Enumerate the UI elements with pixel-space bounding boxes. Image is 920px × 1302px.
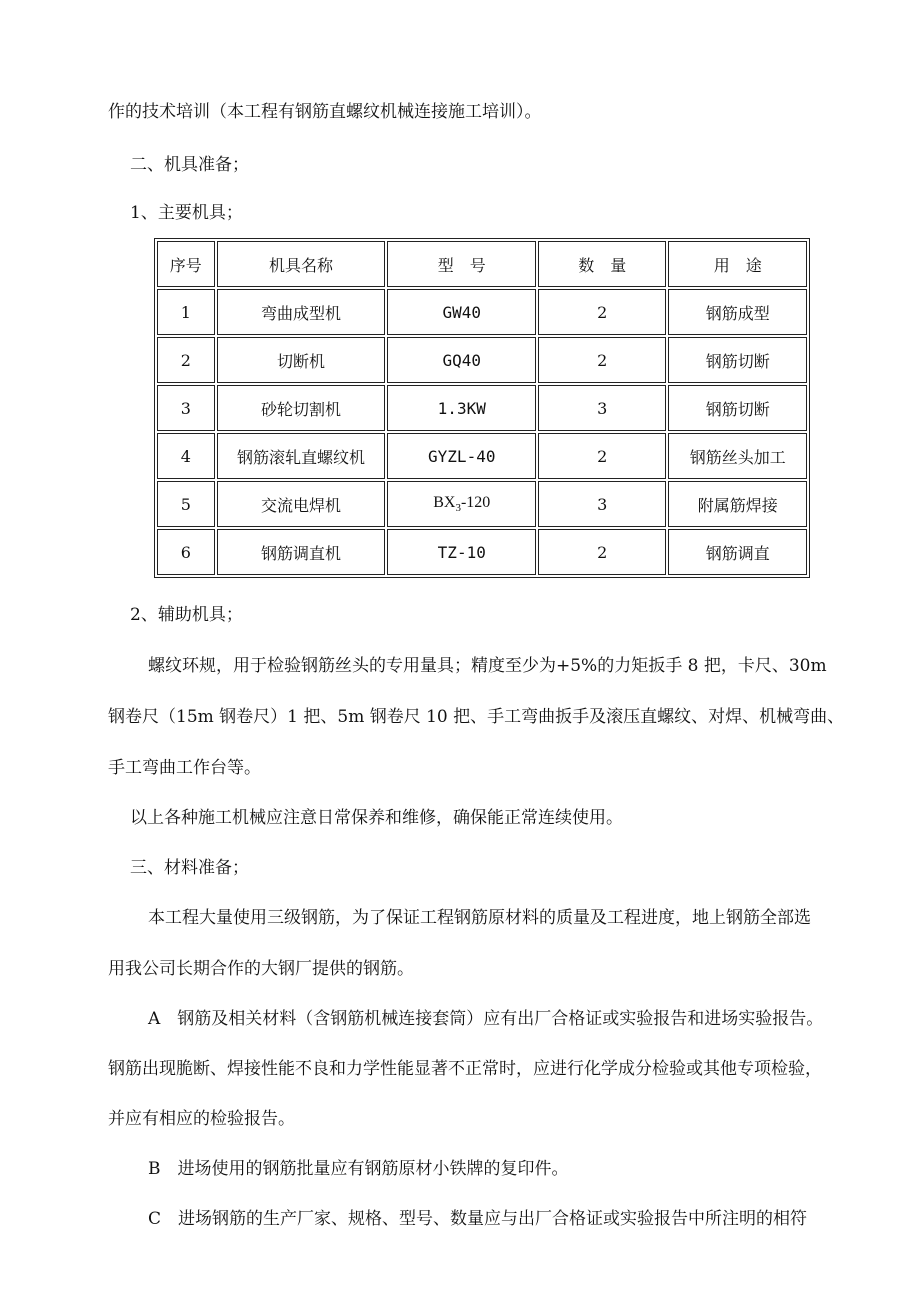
heading-material: 三、材料准备；: [130, 858, 249, 878]
table-cell: 2: [538, 433, 666, 479]
table-cell: 2: [157, 337, 215, 383]
table-cell: 附属筋焊接: [668, 481, 807, 527]
heading-tools: 二、机具准备；: [130, 155, 249, 175]
welder-model-prefix: BX: [433, 493, 456, 511]
header-cell: 序号: [157, 241, 215, 287]
table-cell: 2: [538, 289, 666, 335]
table-cell: GQ40: [387, 337, 536, 383]
paragraph-material-2: 用我公司长期合作的大钢厂提供的钢筋。: [108, 959, 414, 979]
table-cell: 交流电焊机: [217, 481, 386, 527]
table-cell: GYZL-40: [387, 433, 536, 479]
table-header-row: [157, 241, 807, 287]
paragraph-maintenance: 以上各种施工机械应注意日常保养和维修，确保能正常连续使用。: [130, 808, 623, 828]
table-cell: 5: [157, 481, 215, 527]
paragraph-item-a-2: 钢筋出现脆断、焊接性能不良和力学性能显著不正常时，应进行化学成分检验或其他专项检验，: [108, 1059, 822, 1079]
welder-model-suffix: -120: [460, 493, 491, 511]
table-row: [157, 385, 807, 431]
paragraph-aux-tools-3: 手工弯曲工作台等。: [108, 758, 261, 778]
table-row: [157, 433, 807, 479]
table-row: [157, 289, 807, 335]
table-cell: 钢筋成型: [668, 289, 807, 335]
paragraph-aux-tools-2: 钢卷尺（15m 钢卷尺）1 把、5m 钢卷尺 10 把、手工弯曲扳手及滚压直螺纹、对焊、机械弯曲、: [108, 707, 845, 727]
equipment-table: [154, 238, 810, 578]
table-row: [157, 481, 807, 527]
table-cell: 3: [538, 481, 666, 527]
header-cell: 数 量: [538, 241, 666, 287]
header-cell: 型 号: [387, 241, 536, 287]
paragraph-training: 作的技术培训（本工程有钢筋直螺纹机械连接施工培训）。: [108, 102, 542, 122]
table-cell: 钢筋滚轧直螺纹机: [217, 433, 386, 479]
paragraph-item-a-1: A 钢筋及相关材料（含钢筋机械连接套筒）应有出厂合格证或实验报告和进场实验报告。: [148, 1009, 824, 1029]
table-cell: 3: [157, 385, 215, 431]
table-cell: 砂轮切割机: [217, 385, 386, 431]
table-cell: 1.3KW: [387, 385, 536, 431]
table-cell: 切断机: [217, 337, 386, 383]
heading-main-tools: 1、主要机具；: [130, 203, 243, 223]
welder-model-cell: [387, 481, 536, 527]
table-cell: 钢筋丝头加工: [668, 433, 807, 479]
header-cell: 机具名称: [217, 241, 386, 287]
table-cell: TZ-10: [387, 529, 536, 575]
table-cell: 6: [157, 529, 215, 575]
heading-aux-tools: 2、辅助机具；: [130, 605, 243, 625]
table-cell: 1: [157, 289, 215, 335]
table-row: [157, 337, 807, 383]
table-cell: 4: [157, 433, 215, 479]
welder-model-subscript: 3: [455, 502, 461, 515]
table-cell: 弯曲成型机: [217, 289, 386, 335]
table-cell: 钢筋调直机: [217, 529, 386, 575]
table-row: [157, 529, 807, 575]
table-cell: 钢筋切断: [668, 337, 807, 383]
paragraph-material-1: 本工程大量使用三级钢筋，为了保证工程钢筋原材料的质量及工程进度，地上钢筋全部选: [148, 908, 811, 928]
table-cell: 钢筋切断: [668, 385, 807, 431]
paragraph-item-c: C 进场钢筋的生产厂家、规格、型号、数量应与出厂合格证或实验报告中所注明的相符: [148, 1209, 808, 1229]
table-cell: GW40: [387, 289, 536, 335]
table-cell: 2: [538, 337, 666, 383]
table-cell: 2: [538, 529, 666, 575]
paragraph-item-b: B 进场使用的钢筋批量应有钢筋原材小铁牌的复印件。: [148, 1159, 569, 1179]
header-cell: 用 途: [668, 241, 807, 287]
paragraph-item-a-3: 并应有相应的检验报告。: [108, 1109, 295, 1129]
paragraph-aux-tools-1: 螺纹环规，用于检验钢筋丝头的专用量具；精度至少为+5%的力矩扳手 8 把，卡尺、30m: [148, 656, 827, 676]
table-cell: 3: [538, 385, 666, 431]
table-cell: 钢筋调直: [668, 529, 807, 575]
